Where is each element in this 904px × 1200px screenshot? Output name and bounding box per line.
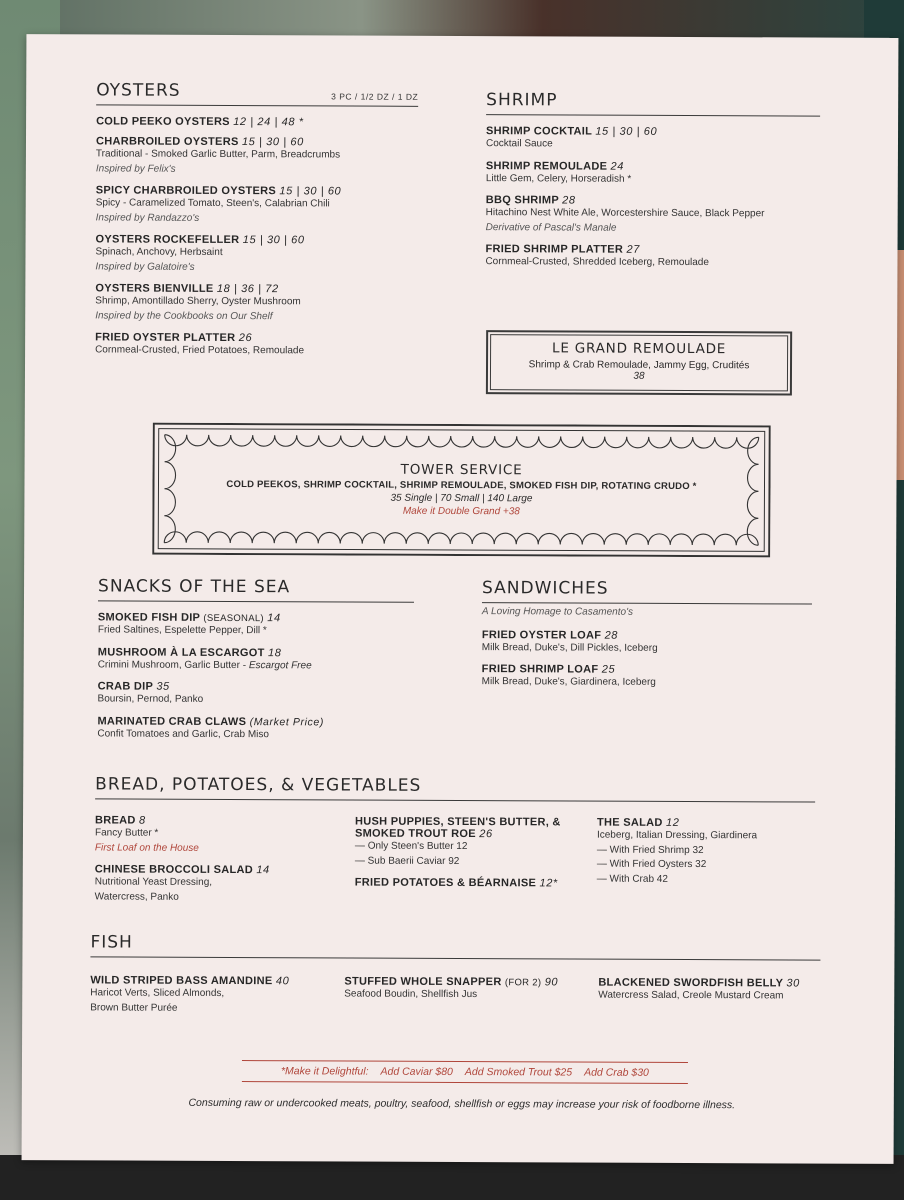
item-note: Inspired by Randazzo's: [95, 211, 200, 224]
oysters-section: [95, 80, 418, 367]
item-desc: Crimini Mushroom, Garlic Butter -: [97, 658, 249, 671]
menu-item: [96, 115, 418, 128]
menu-item: [482, 663, 812, 691]
item-desc: Haricot Verts, Sliced Almonds,: [90, 987, 225, 999]
item-name: SMOKED FISH DIP: [97, 611, 201, 624]
item-desc: Spinach, Anchovy, Herbsaint: [95, 246, 223, 258]
item-desc: Milk Bread, Duke's, Dill Pickles, Iceberg: [481, 641, 658, 654]
menu-item: [98, 611, 414, 639]
item-desc: Boursin, Pernod, Panko: [97, 693, 204, 705]
item-note: Inspired by Galatoire's: [95, 260, 195, 273]
item-name: MARINATED CRAB CLAWS: [97, 714, 247, 728]
menu-item: [95, 863, 335, 905]
item-option: — Sub Baerii Caviar 92: [354, 855, 460, 867]
item-desc: Hitachino Nest White Ale, Worcestershire Sauce, Black Pepper: [485, 207, 765, 220]
grand-remoulade-price: 38: [633, 370, 645, 382]
item-desc: Confit Tomatoes and Garlic, Crab Miso: [97, 727, 269, 740]
item-price: 26: [238, 332, 253, 345]
item-desc: Iceberg, Italian Dressing, Giardinera: [596, 829, 758, 842]
item-price: 15 | 30 | 60: [595, 125, 658, 138]
bread-section: [95, 774, 815, 812]
item-name: BLACKENED SWORDFISH BELLY: [598, 976, 784, 990]
fish-col-3: [598, 977, 838, 1005]
menu-item: [98, 680, 414, 708]
item-name: WILD STRIPED BASS AMANDINE: [90, 974, 273, 988]
item-name: CHARBROILED OYSTERS: [95, 135, 239, 149]
grand-remoulade-title: LE GRAND REMOULADE: [551, 340, 727, 358]
item-name: SHRIMP REMOULADE: [485, 159, 608, 173]
item-price: 15 | 30 | 60: [279, 185, 342, 198]
menu-item: [486, 125, 820, 153]
menu-item: [97, 715, 413, 743]
item-name: MUSHROOM À LA ESCARGOT: [97, 645, 265, 659]
item-name: BBQ SHRIMP: [485, 194, 559, 207]
item-desc: Milk Bread, Duke's, Giardinera, Iceberg: [481, 676, 656, 688]
item-name: FRIED SHRIMP PLATTER: [485, 243, 624, 256]
sandwiches-title: SANDWICHES: [482, 578, 609, 599]
tower-upsell: Make it Double Grand +38: [402, 505, 520, 518]
item-desc: Nutritional Yeast Dressing,: [94, 876, 213, 888]
menu-page: [22, 34, 899, 1164]
menu-item: [485, 243, 819, 271]
bread-header: [95, 774, 815, 802]
shrimp-header: [486, 90, 820, 116]
addon-crab: Add Crab $30: [584, 1066, 649, 1079]
item-desc: Traditional - Smoked Garlic Butter, Parm, Breadcrumbs: [95, 148, 341, 161]
item-desc: Fried Saltines, Espelette Pepper, Dill *: [97, 624, 267, 637]
item-name: COLD PEEKO OYSTERS: [96, 115, 230, 128]
item-price: 25: [601, 663, 616, 676]
item-price: 15 | 30 | 60: [241, 136, 304, 149]
item-desc: Shrimp, Amontillado Sherry, Oyster Mushroom: [95, 295, 301, 308]
grand-remoulade-box: [486, 330, 792, 395]
fish-header: [90, 932, 820, 960]
item-desc: Cornmeal-Crusted, Shredded Iceberg, Remoulade: [485, 256, 709, 269]
item-desc: Watercress Salad, Creole Mustard Cream: [598, 989, 784, 1002]
item-price: 15 | 30 | 60: [242, 234, 305, 247]
delightful-addons-bar: [242, 1060, 688, 1084]
menu-item: [482, 629, 812, 657]
grand-remoulade-desc: Shrimp & Crab Remoulade, Jammy Egg, Crudités: [528, 359, 750, 372]
item-price: 14: [256, 864, 270, 877]
fish-col-2: [344, 975, 584, 1003]
menu-item: [95, 814, 335, 856]
item-name: FRIED OYSTER LOAF: [481, 628, 602, 642]
item-desc: Fancy Butter *: [94, 827, 159, 839]
menu-item: [355, 877, 595, 890]
item-name: OYSTERS ROCKEFELLER: [95, 233, 240, 247]
item-note: Inspired by Felix's: [95, 162, 176, 175]
item-price: 18 | 36 | 72: [216, 282, 279, 296]
item-desc: Cornmeal-Crusted, Fried Potatoes, Remoulade: [95, 344, 305, 357]
item-option: — Only Steen's Butter 12: [354, 840, 468, 853]
item-desc: Seafood Boudin, Shellfish Jus: [344, 988, 478, 1001]
menu-item: [95, 282, 417, 324]
item-name-line-2: SMOKED TROUT ROE: [354, 827, 476, 841]
item-price: 28: [604, 629, 619, 642]
item-note: First Loaf on the House: [94, 841, 199, 854]
bread-col-1: [95, 814, 335, 913]
item-name: SPICY CHARBROILED OYSTERS: [95, 184, 277, 198]
item-name: FRIED OYSTER PLATTER: [95, 331, 236, 345]
item-desc: Spicy - Caramelized Tomato, Steen's, Calabrian Chili: [95, 197, 330, 210]
tower-title: TOWER SERVICE: [400, 461, 523, 479]
item-price: 28: [562, 194, 576, 207]
item-qualifier: (SEASONAL): [203, 612, 264, 625]
menu-item: [597, 817, 827, 888]
item-option: — With Fried Oysters 32: [596, 858, 707, 871]
item-note: Inspired by the Cookbooks on Our Shelf: [95, 309, 273, 322]
item-name: FRIED POTATOES & BÉARNAISE: [354, 876, 537, 890]
shrimp-title: SHRIMP: [486, 90, 558, 111]
fish-title: FISH: [90, 932, 133, 953]
tower-prices: 35 Single | 70 Small | 140 Large: [390, 492, 533, 505]
tower-service-box: [152, 423, 771, 558]
item-price: 27: [626, 243, 640, 256]
item-desc: Brown Butter Purée: [90, 1001, 178, 1014]
item-qualifier: (FOR 2): [504, 977, 542, 989]
menu-item: [96, 135, 418, 177]
oysters-title: OYSTERS: [96, 80, 181, 101]
item-name: THE SALAD: [596, 816, 663, 829]
item-option: — With Fried Shrimp 32: [596, 844, 704, 856]
item-price: 12: [666, 816, 680, 829]
sandwiches-subtitle: A Loving Homage to Casamento's: [481, 606, 634, 618]
food-safety-disclaimer: Consuming raw or undercooked meats, poultry, seafood, shellfish or eggs may increase your risk of foodborne illness.: [188, 1096, 736, 1112]
oysters-sizes: 3 PC / 1/2 DZ / 1 DZ: [331, 91, 419, 102]
menu-item: [96, 184, 418, 226]
item-price: 30: [786, 977, 800, 990]
bread-col-2: [355, 816, 595, 898]
item-name: BREAD: [95, 814, 136, 827]
bread-col-3: [597, 817, 827, 896]
fish-section: [90, 932, 820, 970]
snacks-title: SNACKS OF THE SEA: [98, 576, 291, 598]
shrimp-section: [485, 90, 820, 279]
bread-title: BREAD, POTATOES, & VEGETABLES: [95, 774, 422, 796]
item-price: 18: [268, 646, 282, 659]
item-name: STUFFED WHOLE SNAPPER: [344, 975, 502, 989]
item-desc: Watercress, Panko: [94, 890, 179, 903]
addon-caviar: Add Caviar $80: [380, 1065, 453, 1078]
addon-smoked-trout: Add Smoked Trout $25: [464, 1066, 573, 1079]
menu-item: [95, 331, 417, 359]
menu-item: [486, 194, 820, 236]
item-name: HUSH PUPPIES, STEEN'S BUTTER, &: [355, 815, 561, 829]
delightful-lead: *Make it Delightful:: [280, 1065, 369, 1078]
sandwiches-header: [482, 578, 812, 604]
item-price: 12*: [539, 877, 558, 890]
item-name: CHINESE BROCCOLI SALAD: [94, 863, 254, 877]
item-name: CRAB DIP: [97, 680, 154, 693]
item-price: 40: [275, 975, 290, 988]
tower-desc: COLD PEEKOS, SHRIMP COCKTAIL, SHRIMP REMOULADE, SMOKED FISH DIP, ROTATING CRUDO *: [226, 478, 697, 493]
item-desc: Cocktail Sauce: [485, 138, 553, 150]
item-price: 35: [156, 680, 170, 693]
item-price: 90: [544, 976, 559, 989]
oysters-header: [96, 80, 418, 106]
menu-item: [98, 646, 414, 674]
item-price: 14: [267, 612, 281, 625]
menu-item: [95, 233, 417, 275]
item-name: FRIED SHRIMP LOAF: [481, 663, 599, 676]
item-price: 12 | 24 | 48 *: [233, 116, 304, 129]
item-price: 8: [138, 814, 146, 827]
snacks-section: [97, 576, 414, 750]
item-option: — With Crab 42: [596, 873, 668, 885]
sandwiches-section: [482, 578, 813, 699]
item-desc-extra: Escargot Free: [248, 659, 312, 671]
item-price: (Market Price): [249, 715, 324, 728]
item-name: OYSTERS BIENVILLE: [95, 282, 214, 295]
item-name: SHRIMP COCKTAIL: [486, 125, 593, 138]
menu-item: [486, 160, 820, 188]
item-price: 26: [479, 828, 493, 841]
menu-item: [355, 816, 595, 870]
item-note: Derivative of Pascal's Manale: [485, 221, 617, 234]
fish-col-1: [90, 974, 330, 1016]
item-price: 24: [610, 160, 625, 173]
item-desc: Little Gem, Celery, Horseradish *: [485, 172, 632, 185]
snacks-header: [98, 576, 414, 602]
